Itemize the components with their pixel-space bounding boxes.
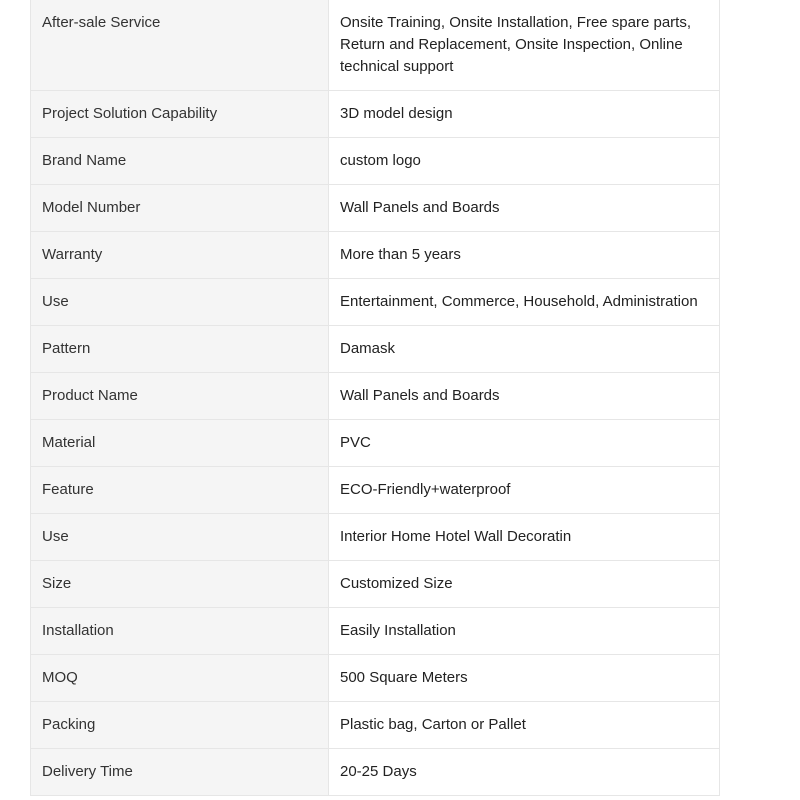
table-row (31, 185, 720, 232)
spec-label: Project Solution Capability (31, 91, 329, 138)
table-row (31, 702, 720, 749)
spec-label: Use (31, 279, 329, 326)
spec-value: 3D model design (329, 91, 720, 138)
spec-label: Packing (31, 702, 329, 749)
table-row (31, 138, 720, 185)
spec-label: Material (31, 420, 329, 467)
spec-value: Customized Size (329, 561, 720, 608)
spec-value: Plastic bag, Carton or Pallet (329, 702, 720, 749)
spec-label: Brand Name (31, 138, 329, 185)
table-row (31, 420, 720, 467)
spec-value: Entertainment, Commerce, Household, Administration (329, 279, 720, 326)
table-row (31, 514, 720, 561)
table-row (31, 326, 720, 373)
table-row (31, 91, 720, 138)
table-row (31, 749, 720, 796)
spec-label: Size (31, 561, 329, 608)
table-row (31, 0, 720, 91)
spec-value: custom logo (329, 138, 720, 185)
spec-value: PVC (329, 420, 720, 467)
spec-label: MOQ (31, 655, 329, 702)
spec-value: Onsite Training, Onsite Installation, Free spare parts, Return and Replacement, Onsite Inspection, Online technical support (329, 0, 720, 91)
table-row (31, 373, 720, 420)
spec-value: 20-25 Days (329, 749, 720, 796)
spec-label: Use (31, 514, 329, 561)
spec-label: After-sale Service (31, 0, 329, 91)
table-row (31, 608, 720, 655)
table-row (31, 561, 720, 608)
table-row (31, 232, 720, 279)
table-row (31, 655, 720, 702)
spec-label: Model Number (31, 185, 329, 232)
spec-label: Pattern (31, 326, 329, 373)
spec-value: Easily Installation (329, 608, 720, 655)
spec-label: Delivery Time (31, 749, 329, 796)
spec-label: Feature (31, 467, 329, 514)
spec-value: Wall Panels and Boards (329, 185, 720, 232)
product-spec-table (30, 0, 720, 796)
spec-value: Interior Home Hotel Wall Decoratin (329, 514, 720, 561)
table-row (31, 467, 720, 514)
spec-label: Installation (31, 608, 329, 655)
spec-label: Product Name (31, 373, 329, 420)
spec-value: Wall Panels and Boards (329, 373, 720, 420)
spec-value: Damask (329, 326, 720, 373)
spec-value: ECO-Friendly+waterproof (329, 467, 720, 514)
spec-value: 500 Square Meters (329, 655, 720, 702)
spec-value: More than 5 years (329, 232, 720, 279)
table-row (31, 279, 720, 326)
spec-label: Warranty (31, 232, 329, 279)
